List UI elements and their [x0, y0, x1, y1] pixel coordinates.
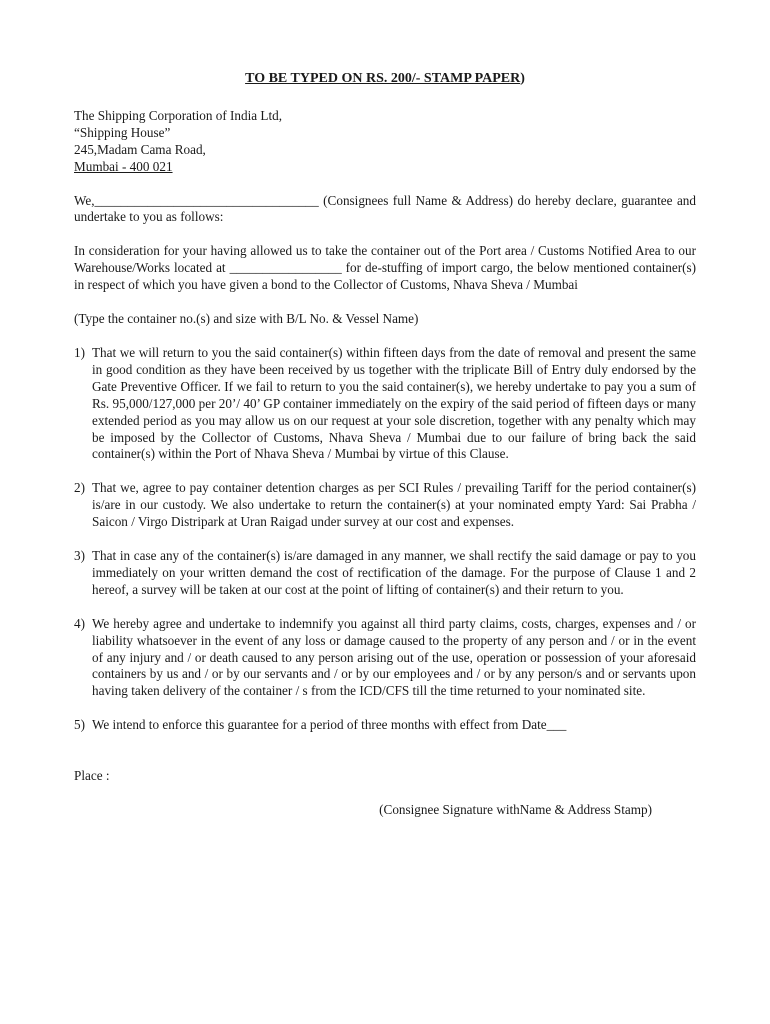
- clause-number: 1): [74, 344, 85, 360]
- clause-number: 3): [74, 548, 85, 564]
- declaration-paragraph: We,__________________________________ (Consignees full Name & Address) do hereby declare, guarantee and undertake to you as follows:: [74, 192, 696, 225]
- clause-number: 2): [74, 480, 85, 496]
- title-suffix: ): [520, 71, 525, 86]
- consideration-paragraph: In consideration for your having allowed us to take the container out of the Port area / Customs Notified Area to our Warehouse/Works located at _________________ for de-stuffing of import cargo, the below mentioned container(s) in respect of which you have given a bond to the Collector of Customs, Nhava Sheva / Mumbai: [74, 243, 696, 293]
- clause-item: [74, 345, 696, 463]
- clause-text: We intend to enforce this guarantee for a period of three months with effect from Date___: [92, 717, 567, 733]
- document-page: [74, 71, 696, 819]
- clause-text: We hereby agree and undertake to indemnify you against all third party claims, costs, charges, expenses and / or liability whatsoever in the event of any loss or damage caused to the property of any person and / or in the event of any injury and / or death caused to any person arising out of the use, operation or possession of your aforesaid containers by us and / or by our servants and / or by our employees and / or by any person/s and or servants upon having taken delivery of the container / s from the ICD/CFS till the time returned to your nominated site.: [92, 615, 696, 699]
- recipient-address: [74, 108, 696, 176]
- type-note: (Type the container no.(s) and size with B/L No. & Vessel Name): [74, 311, 419, 327]
- clause-item: [74, 480, 696, 531]
- clause-number: 4): [74, 615, 85, 631]
- clause-item: [74, 616, 696, 701]
- clause-text: That in case any of the container(s) is/are damaged in any manner, we shall rectify the said damage or pay to you immediately on your written demand the cost of rectification of the damage. For the purpose of Clause 1 and 2 hereof, a survey will be taken at our cost at the point of lifting of container(s) and their return to you.: [92, 548, 696, 597]
- place-label: Place :: [74, 768, 110, 784]
- title-underlined-text: TO BE TYPED ON RS. 200/- STAMP PAPER: [245, 71, 521, 86]
- clause-item: [74, 717, 696, 734]
- clause-list: [74, 345, 696, 734]
- address-line-1: The Shipping Corporation of India Ltd,: [74, 107, 283, 123]
- address-line-3: 245,Madam Cama Road,: [74, 141, 206, 157]
- address-line-2: “Shipping House”: [74, 124, 171, 140]
- clause-item: [74, 548, 696, 599]
- signature-label: (Consignee Signature withName & Address Stamp): [379, 802, 652, 818]
- address-line-4: Mumbai - 400 021: [74, 158, 173, 174]
- clause-text: That we will return to you the said container(s) within fifteen days from the date of removal and present the same in good condition as they have been received by us together with the triplicate Bill of Entry duly endorsed by the Gate Preventive Officer. If we fail to return to you the said container(s), we hereby undertake to pay you a sum of Rs. 95,000/127,000 per 20’/ 40’ GP container immediately on the expiry of the said period of fifteen days or many extended period as you may allow us on our request at your sole discretion, together with any penalty which may be imposed by the Collector of Customs, Nhava Sheva / Mumbai due to our failure of bring back the said container(s) within the Port of Nhava Sheva / Mumbai by virtue of this Clause.: [92, 344, 696, 462]
- clause-number: 5): [74, 717, 85, 733]
- document-title: [74, 71, 696, 88]
- clause-text: That we, agree to pay container detention charges as per SCI Rules / prevailing Tariff for the period container(s) is/are in our custody. We also undertake to return the container(s) at your nominated empty Yard: Sai Prabha / Saicon / Virgo Distripark at Uran Raigad under survey at our cost and expenses.: [92, 480, 696, 530]
